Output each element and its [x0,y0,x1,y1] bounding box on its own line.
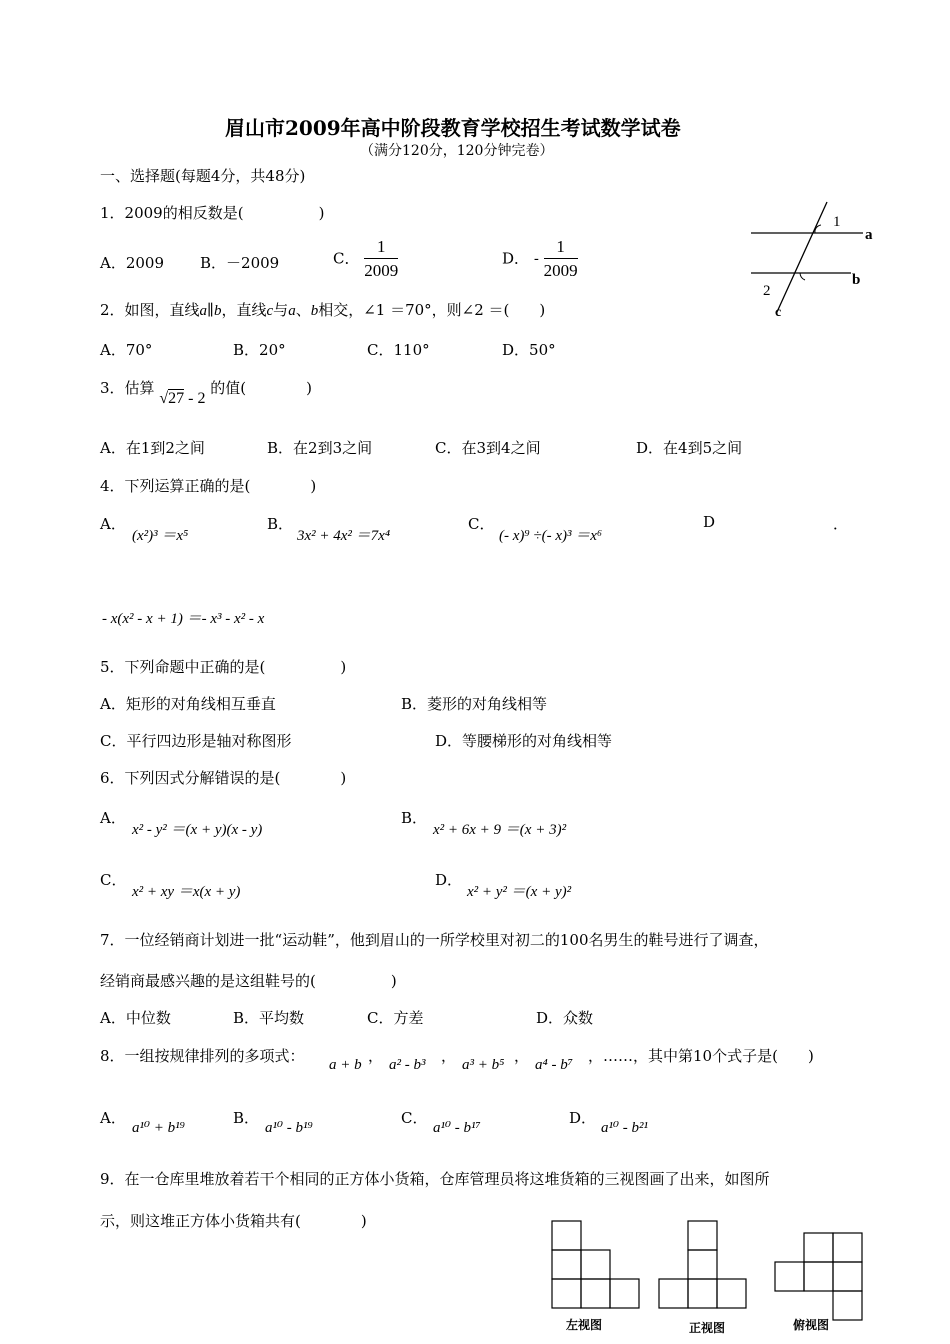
q4-stem: 4．下列运算正确的是( ) [100,477,317,495]
q7-option-c: C．方差 [367,1009,424,1027]
q8-comma-3: ， [514,1047,530,1065]
q2-option-c: C．110° [367,341,430,359]
q4-option-d-label: D [703,513,716,531]
q3-stem-post: 的值( ) [210,379,312,397]
var-a2: a [288,303,296,319]
q2-stem-pre: 2．如图，直线 [100,301,200,319]
q1-option-c-label: C． [333,249,360,268]
top-view-label: 俯视图 [793,1318,830,1332]
angle-2-arc [800,273,805,280]
q5-option-c: C．平行四边形是轴对称图形 [100,732,292,750]
q6-option-c-label: C． [100,871,127,889]
q4-option-a-expr: (x²)³ ＝x⁵ [132,528,189,544]
q8-term-3: a³ + b⁵ [462,1057,505,1073]
q2-sep: 、 [295,301,311,319]
q1-option-c-fraction [364,236,398,283]
var-c: c [266,303,274,319]
var-b2: b [310,303,319,319]
q6-stem: 6．下列因式分解错误的是( ) [100,769,347,787]
q4-option-a-label: A． [100,515,126,533]
angle-1-label: 1 [833,214,841,230]
q6-option-d-expr: x² + y² ＝(x + y)² [467,884,572,900]
section-heading: 一、选择题(每题4分，共48分) [100,167,306,185]
line-b-label: b [852,272,861,288]
q1-option-d [502,236,578,283]
sqrt-minus-two: - 2 [188,390,206,407]
top-view-figure [773,1231,868,1323]
front-view-label: 正视图 [689,1321,726,1335]
q7-option-b: B．平均数 [233,1009,305,1027]
page-title: 眉山市2009年高中阶段教育学校招生考试数学试卷 [225,116,681,140]
var-b: b [213,303,222,319]
page-subtitle: （满分120分，120分钟完卷） [360,143,554,159]
q3-stem-pre: 3．估算 [100,379,155,397]
q8-term-2: a² - b³ [389,1057,426,1073]
q3-option-c: C．在3到4之间 [435,439,541,457]
parallel-lines-figure [745,198,885,323]
line-c-label: c [775,305,782,320]
q1-option-d-sign: - [533,249,539,268]
q1-option-d-fraction [544,236,578,283]
q9-stem-line1: 9．在一仓库里堆放着若干个相同的正方体小货箱，仓库管理员将这堆货箱的三视图画了出来，如图所 [100,1170,770,1188]
q8-comma-2: ， [441,1047,457,1065]
var-a: a [199,303,208,319]
q6-option-a-expr: x² - y² ＝(x + y)(x - y) [132,822,263,838]
q8-option-a-label: A． [100,1109,126,1127]
fraction-numerator: 1 [364,236,398,259]
q1-stem: 1．2009的相反数是( ) [100,204,325,222]
q7-option-d: D．众数 [536,1009,594,1027]
q1-option-a: A．2009 [100,254,165,272]
q2-mid1: ，直线 [221,301,267,319]
left-view-figure [550,1219,642,1311]
q7-option-a: A．中位数 [100,1009,171,1027]
q8-option-c-expr: a¹⁰ - b¹⁷ [433,1120,481,1136]
q8-term-1: a + b [329,1057,362,1073]
q2-mid2: 与 [273,301,289,319]
q8-comma-1: ， [368,1047,384,1065]
q3-option-a: A．在1到2之间 [100,439,205,457]
line-a-label: a [865,227,873,243]
q2-option-b: B．20° [233,341,286,359]
parallel-symbol: ∥ [207,301,214,319]
q9-stem-line2: 示，则这堆正方体小货箱共有( ) [100,1212,367,1230]
q8-term-4: a⁴ - b⁷ [535,1057,573,1073]
q5-option-d: D．等腰梯形的对角线相等 [435,732,613,750]
q6-option-c-expr: x² + xy ＝x(x + y) [132,884,241,900]
q6-option-d-label: D． [435,871,463,889]
q4-option-b-label: B． [267,515,294,533]
fraction-numerator: 1 [544,236,578,259]
q7-stem-line2: 经销商最感兴趣的是这组鞋号的( ) [100,972,397,990]
q6-option-a-label: A． [100,809,126,827]
q1-option-c [333,236,398,283]
q7-stem-line1: 7．一位经销商计划进一批“运动鞋”，他到眉山的一所学校里对初二的100名男生的鞋号进行了调查， [100,931,769,949]
q4-option-b-expr: 3x² + 4x² ＝7x⁴ [297,528,391,544]
q3-stem [100,377,312,407]
q5-stem: 5．下列命题中正确的是( ) [100,658,347,676]
q2-stem [100,299,545,320]
sqrt-symbol: √ [159,390,169,407]
sqrt-radicand: 27 [168,390,185,407]
q8-option-b-label: B． [233,1109,260,1127]
q4-option-c-expr: (- x)⁹ ÷(- x)³ ＝x⁶ [499,528,603,544]
q2-stem-post: 相交，∠1 ＝70°，则∠2 ＝( ) [318,301,546,319]
q3-option-b: B．在2到3之间 [267,439,373,457]
q1-option-b: B．－2009 [200,254,280,272]
q3-option-d: D．在4到5之间 [636,439,743,457]
q4-option-d-dot: ． [833,515,849,533]
q8-option-b-expr: a¹⁰ - b¹⁹ [265,1120,313,1136]
q5-option-b: B．菱形的对角线相等 [401,695,548,713]
angle-2-label: 2 [763,283,771,299]
q6-option-b-label: B． [401,809,428,827]
left-view-label: 左视图 [566,1318,603,1332]
q8-stem-pre: 8．一组按规律排列的多项式： [100,1047,305,1065]
q8-option-d-expr: a¹⁰ - b²¹ [601,1120,648,1136]
sqrt-expression [159,390,205,408]
q1-option-d-label: D． [502,249,530,268]
fraction-denominator: 2009 [543,261,578,280]
q8-stem-post: ，……，其中第10个式子是( ) [588,1047,814,1065]
fraction-denominator: 2009 [364,261,399,280]
q2-option-d: D．50° [502,341,556,359]
q6-option-b-expr: x² + 6x + 9 ＝(x + 3)² [433,822,567,838]
q2-option-a: A．70° [100,341,153,359]
q4-option-c-label: C． [468,515,495,533]
q5-option-a: A．矩形的对角线相互垂直 [100,695,276,713]
q8-option-d-label: D． [569,1109,597,1127]
q4-option-d-expr: - x(x² - x + 1) ＝- x³ - x² - x [102,611,265,627]
front-view-figure [657,1219,749,1311]
line-c [777,202,827,312]
q8-option-c-label: C． [401,1109,428,1127]
q8-option-a-expr: a¹⁰ + b¹⁹ [132,1120,185,1136]
